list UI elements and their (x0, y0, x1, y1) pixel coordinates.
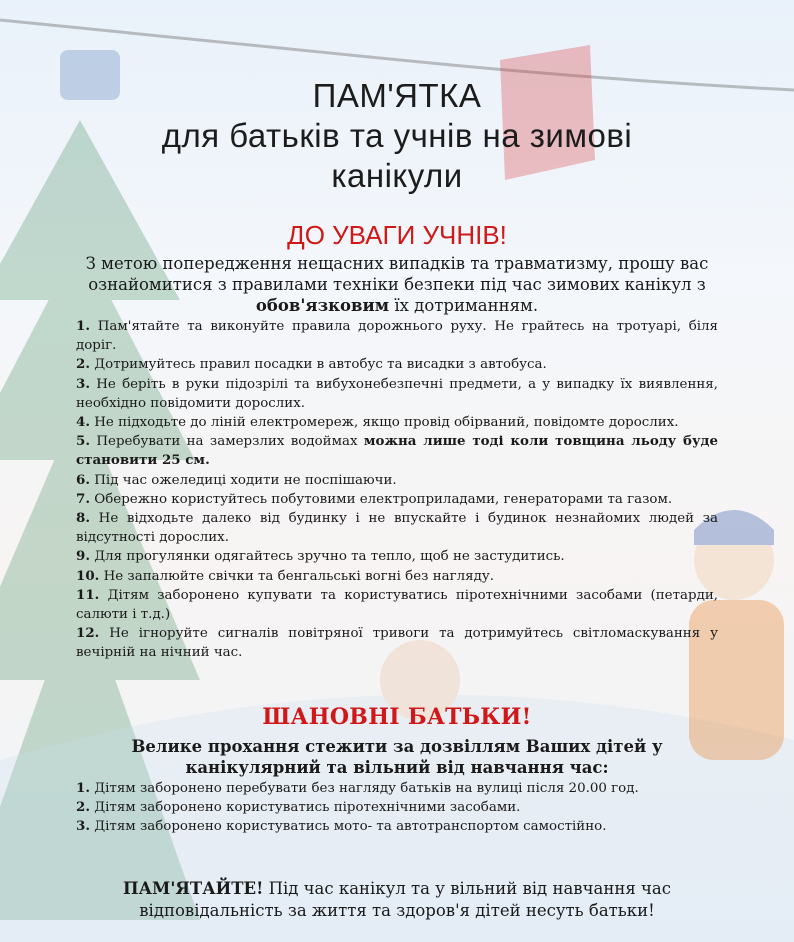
list-item: 2. Дітям заборонено користуватись піротехнічними засобами. (76, 799, 521, 816)
page-title (0, 76, 794, 196)
parents-request: Велике прохання стежити за дозвіллям Ваших дітей у канікулярний та вільний від навчання час: (131, 737, 663, 777)
list-item: 2. Дотримуйтесь правил посадки в автобус та висадки з автобуса. (76, 356, 547, 373)
list-item: 8. Не відходьте далеко від будинку і не впускайте і будинок незнайомих людей за відсутності дорослих. (76, 510, 718, 546)
students-attention-heading: ДО УВАГИ УЧНІВ! (287, 220, 507, 250)
list-item: 4. Не підходьте до ліній електромереж, якщо провід обірваний, повідомте дорослих. (76, 414, 679, 431)
student-rules-list (76, 317, 718, 663)
list-item: 10. Не запалюйте свічки та бенгальські вогні без нагляду. (76, 567, 494, 584)
list-item: 11. Дітям заборонено купувати та користуватись піротехнічними засобами (петарди, салюти і т.д.) (76, 586, 718, 623)
list-item: 3. Дітям заборонено користуватись мото- та автотранспортом самостійно. (76, 818, 607, 835)
title-line-1: ПАМ'ЯТКА (312, 77, 482, 114)
list-item: 3. Не беріть в руки підозрілі та вибухонебезпечні предмети, а у випадку їх виявлення, необхідно повідомити дорослих. (76, 375, 719, 411)
list-item: 12. Не ігноруйте сигналів повітряної тривоги та дотримуйтесь світломаскування у вечірній на нічний час. (76, 625, 718, 661)
parent-rules-list (76, 779, 718, 837)
title-line-3: канікули (331, 157, 463, 194)
list-item: 1. Дітям заборонено перебувати без нагляду батьків на вулиці після 20.00 год. (76, 780, 639, 796)
list-item: 7. Обережно користуйтесь побутовими електроприладами, генераторами та газом. (76, 490, 673, 507)
title-line-2: для батьків та учнів на зимові (161, 117, 633, 154)
list-item: 6. Під час ожеледиці ходити не поспішаючи. (76, 471, 397, 488)
list-item: 9. Для прогулянки одягайтесь зручно та тепло, щоб не застудитись. (76, 548, 565, 565)
footer-reminder: ПАМ'ЯТАЙТЕ! Під час канікул та у вільний від навчання час відповідальність за життя та здоров'я дітей несуть батьки! (123, 879, 671, 920)
parents-heading: ШАНОВНІ БАТЬКИ! (262, 704, 532, 730)
list-item: 5. Перебувати на замерзлих водоймах можна лише тоді коли товщина льоду буде становити 25 см. (76, 433, 718, 469)
list-item: 1. Пам'ятайте та виконуйте правила дорожнього руху. Не грайтесь на тротуарі, біля доріг. (76, 318, 718, 354)
intro-paragraph: З метою попередження нещасних випадків та травматизму, прошу вас ознайомитися з правилами техніки безпеки під час зимових канікул з обов'язковим їх дотриманням. (85, 254, 709, 315)
